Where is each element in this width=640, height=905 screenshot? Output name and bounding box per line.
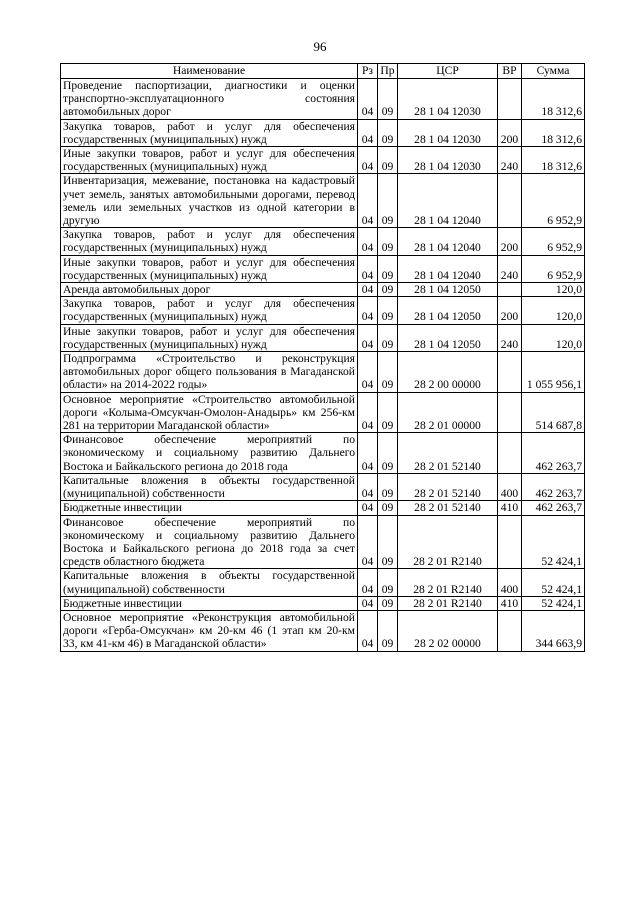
budget-table	[60, 63, 585, 652]
row-vr: 400	[498, 473, 522, 500]
row-name: Финансовое обеспечение мероприятий по экономическому и социальному развитию Дальнего Востока и Байкальского региона до 2018 года	[61, 433, 358, 474]
row-name: Капитальные вложения в объекты государственной (муниципальной) собственности	[61, 569, 358, 596]
row-pr: 09	[378, 352, 398, 393]
row-rz: 04	[358, 174, 378, 228]
row-vr: 410	[498, 596, 522, 610]
row-vr	[498, 392, 522, 433]
row-csr: 28 1 04 12030	[398, 79, 498, 120]
row-sum: 6 952,9	[522, 174, 585, 228]
row-sum: 462 263,7	[522, 501, 585, 515]
row-csr: 28 1 04 12040	[398, 255, 498, 282]
table-row	[61, 610, 585, 651]
table-row	[61, 324, 585, 351]
header-rz: Рз	[358, 64, 378, 79]
row-csr: 28 2 02 00000	[398, 610, 498, 651]
row-csr: 28 2 01 52140	[398, 433, 498, 474]
row-pr: 09	[378, 119, 398, 146]
table-row	[61, 352, 585, 393]
table-header-row	[61, 64, 585, 79]
table-row	[61, 147, 585, 174]
table-row	[61, 596, 585, 610]
row-rz: 04	[358, 473, 378, 500]
row-sum: 120,0	[522, 324, 585, 351]
row-name: Иные закупки товаров, работ и услуг для обеспечения государственных (муниципальных) нужд	[61, 255, 358, 282]
row-csr: 28 1 04 12030	[398, 119, 498, 146]
table-row	[61, 228, 585, 255]
header-name: Наименование	[61, 64, 358, 79]
row-pr: 09	[378, 283, 398, 297]
row-csr: 28 1 04 12030	[398, 147, 498, 174]
row-vr	[498, 352, 522, 393]
row-rz: 04	[358, 515, 378, 569]
row-vr: 200	[498, 297, 522, 324]
row-pr: 09	[378, 569, 398, 596]
table-row	[61, 79, 585, 120]
row-rz: 04	[358, 392, 378, 433]
row-name: Капитальные вложения в объекты государственной (муниципальной) собственности	[61, 473, 358, 500]
row-sum: 6 952,9	[522, 255, 585, 282]
row-sum: 120,0	[522, 297, 585, 324]
row-sum: 52 424,1	[522, 596, 585, 610]
row-name: Инвентаризация, межевание, постановка на кадастровый учет земель, занятых автомобильными дорогами, перевод земель или земельных участков из одной категории в другую	[61, 174, 358, 228]
row-rz: 04	[358, 119, 378, 146]
row-csr: 28 1 04 12050	[398, 283, 498, 297]
row-rz: 04	[358, 433, 378, 474]
row-vr: 240	[498, 324, 522, 351]
row-pr: 09	[378, 392, 398, 433]
table-row	[61, 255, 585, 282]
row-pr: 09	[378, 515, 398, 569]
table-row	[61, 515, 585, 569]
row-rz: 04	[358, 501, 378, 515]
row-csr: 28 1 04 12040	[398, 174, 498, 228]
row-csr: 28 2 01 R2140	[398, 515, 498, 569]
row-rz: 04	[358, 352, 378, 393]
row-sum: 18 312,6	[522, 119, 585, 146]
row-rz: 04	[358, 596, 378, 610]
row-sum: 18 312,6	[522, 147, 585, 174]
row-pr: 09	[378, 228, 398, 255]
row-pr: 09	[378, 79, 398, 120]
row-pr: 09	[378, 174, 398, 228]
row-pr: 09	[378, 596, 398, 610]
table-row	[61, 283, 585, 297]
row-vr	[498, 174, 522, 228]
row-name: Аренда автомобильных дорог	[61, 283, 358, 297]
row-csr: 28 1 04 12050	[398, 324, 498, 351]
row-csr: 28 2 01 00000	[398, 392, 498, 433]
row-rz: 04	[358, 255, 378, 282]
row-name: Иные закупки товаров, работ и услуг для обеспечения государственных (муниципальных) нужд	[61, 147, 358, 174]
row-sum: 462 263,7	[522, 473, 585, 500]
row-rz: 04	[358, 569, 378, 596]
row-pr: 09	[378, 255, 398, 282]
row-vr: 400	[498, 569, 522, 596]
row-vr	[498, 515, 522, 569]
row-name: Бюджетные инвестиции	[61, 501, 358, 515]
table-row	[61, 174, 585, 228]
row-pr: 09	[378, 473, 398, 500]
row-sum: 1 055 956,1	[522, 352, 585, 393]
row-name: Основное мероприятие «Реконструкция автомобильной дороги «Герба-Омсукчан» км 20-км 46 (1 этап км 20-км 33, км 41-км 46) в Магаданской области»	[61, 610, 358, 651]
row-sum: 52 424,1	[522, 569, 585, 596]
row-sum: 120,0	[522, 283, 585, 297]
table-row	[61, 119, 585, 146]
row-vr: 240	[498, 255, 522, 282]
row-rz: 04	[358, 610, 378, 651]
row-name: Бюджетные инвестиции	[61, 596, 358, 610]
row-pr: 09	[378, 147, 398, 174]
header-vr: ВР	[498, 64, 522, 79]
row-rz: 04	[358, 79, 378, 120]
header-pr: Пр	[378, 64, 398, 79]
table-row	[61, 297, 585, 324]
row-rz: 04	[358, 228, 378, 255]
row-sum: 6 952,9	[522, 228, 585, 255]
row-vr	[498, 433, 522, 474]
row-pr: 09	[378, 433, 398, 474]
row-pr: 09	[378, 501, 398, 515]
row-vr	[498, 610, 522, 651]
row-pr: 09	[378, 324, 398, 351]
row-rz: 04	[358, 324, 378, 351]
row-vr: 200	[498, 228, 522, 255]
row-csr: 28 2 01 R2140	[398, 569, 498, 596]
row-csr: 28 2 01 52140	[398, 501, 498, 515]
row-pr: 09	[378, 297, 398, 324]
row-csr: 28 2 01 52140	[398, 473, 498, 500]
row-name: Проведение паспортизации, диагностики и оценки транспортно-эксплуатационного состояния автомобильных дорог	[61, 79, 358, 120]
table-row	[61, 392, 585, 433]
row-sum: 18 312,6	[522, 79, 585, 120]
row-name: Основное мероприятие «Строительство автомобильной дороги «Колыма-Омсукчан-Омолон-Анадырь» км 256-км 281 на территории Магаданской области»	[61, 392, 358, 433]
row-rz: 04	[358, 297, 378, 324]
table-row	[61, 433, 585, 474]
row-vr: 240	[498, 147, 522, 174]
row-rz: 04	[358, 147, 378, 174]
row-vr: 200	[498, 119, 522, 146]
page-number: 96	[313, 39, 327, 54]
row-vr	[498, 79, 522, 120]
table-row	[61, 473, 585, 500]
row-csr: 28 1 04 12050	[398, 297, 498, 324]
row-csr: 28 2 00 00000	[398, 352, 498, 393]
row-name: Иные закупки товаров, работ и услуг для обеспечения государственных (муниципальных) нужд	[61, 324, 358, 351]
table-row	[61, 569, 585, 596]
row-vr	[498, 283, 522, 297]
row-csr: 28 2 01 R2140	[398, 596, 498, 610]
row-name: Подпрограмма «Строительство и реконструкция автомобильных дорог общего пользования в Магаданской области» на 2014-2022 годы»	[61, 352, 358, 393]
row-name: Закупка товаров, работ и услуг для обеспечения государственных (муниципальных) нужд	[61, 228, 358, 255]
table-row	[61, 501, 585, 515]
row-csr: 28 1 04 12040	[398, 228, 498, 255]
row-rz: 04	[358, 283, 378, 297]
row-sum: 344 663,9	[522, 610, 585, 651]
row-vr: 410	[498, 501, 522, 515]
header-sum: Сумма	[522, 64, 585, 79]
row-sum: 52 424,1	[522, 515, 585, 569]
row-name: Финансовое обеспечение мероприятий по экономическому и социальному развитию Дальнего Востока и Байкальского региона до 2018 года за счет средств областного бюджета	[61, 515, 358, 569]
row-pr: 09	[378, 610, 398, 651]
row-sum: 462 263,7	[522, 433, 585, 474]
row-sum: 514 687,8	[522, 392, 585, 433]
row-name: Закупка товаров, работ и услуг для обеспечения государственных (муниципальных) нужд	[61, 297, 358, 324]
row-name: Закупка товаров, работ и услуг для обеспечения государственных (муниципальных) нужд	[61, 119, 358, 146]
header-csr: ЦСР	[398, 64, 498, 79]
